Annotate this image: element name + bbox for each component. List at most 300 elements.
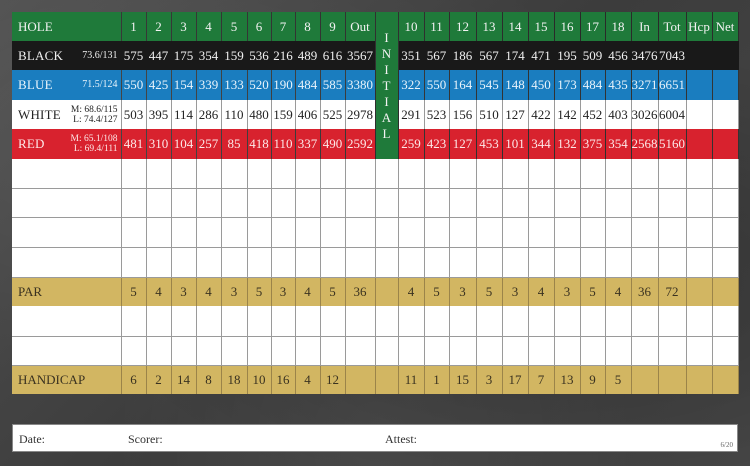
score-cell[interactable] — [449, 306, 476, 336]
score-cell[interactable] — [121, 336, 146, 365]
par-cell: 5 — [247, 277, 271, 306]
yardage-cell: 132 — [554, 129, 580, 159]
par-cell: 4 — [605, 277, 631, 306]
hcp-cell[interactable] — [686, 100, 712, 129]
yardage-cell: 291 — [398, 100, 424, 129]
score-cell[interactable] — [271, 336, 295, 365]
yardage-cell: 406 — [295, 100, 320, 129]
score-cell[interactable] — [424, 336, 449, 365]
yardage-cell: 403 — [605, 100, 631, 129]
score-cell[interactable] — [146, 306, 171, 336]
score-cell[interactable] — [502, 188, 528, 217]
score-cell[interactable] — [247, 247, 271, 277]
par-row — [12, 277, 738, 306]
attest-field-label[interactable]: Attest: — [385, 432, 417, 446]
handicap-cell: 4 — [295, 365, 320, 394]
initial-cell[interactable] — [375, 217, 398, 247]
score-cell[interactable] — [554, 188, 580, 217]
score-cell[interactable] — [295, 159, 320, 188]
score-cell[interactable] — [605, 217, 631, 247]
total-yardage: 6651 — [658, 70, 686, 100]
tee-name: WHITE — [18, 106, 61, 122]
player-name-cell[interactable] — [12, 336, 121, 365]
initial-cell[interactable] — [375, 188, 398, 217]
score-cell[interactable] — [554, 159, 580, 188]
initial-cell[interactable] — [375, 306, 398, 336]
handicap-cell: 10 — [247, 365, 271, 394]
in-score-cell[interactable] — [631, 159, 658, 188]
score-cell[interactable] — [424, 188, 449, 217]
score-cell[interactable] — [247, 188, 271, 217]
score-cell[interactable] — [196, 306, 221, 336]
score-cell[interactable] — [476, 247, 502, 277]
yardage-cell: 520 — [247, 70, 271, 100]
yardage-cell: 259 — [398, 129, 424, 159]
tee-name: BLACK — [18, 47, 64, 63]
hole-number-header: 7 — [271, 12, 295, 41]
tee-rating-slope — [82, 51, 117, 61]
net-cell[interactable] — [712, 159, 738, 188]
yardage-cell: 216 — [271, 41, 295, 70]
score-cell[interactable] — [121, 247, 146, 277]
score-cell[interactable] — [121, 217, 146, 247]
net-cell[interactable] — [712, 247, 738, 277]
score-cell[interactable] — [146, 159, 171, 188]
yardage-cell: 525 — [320, 100, 345, 129]
rating-line: L: 74.4/127 — [73, 114, 118, 125]
score-cell[interactable] — [580, 188, 605, 217]
tee-rating-slope — [82, 80, 117, 90]
hole-number-header: 2 — [146, 12, 171, 41]
yardage-cell: 567 — [424, 41, 449, 70]
hole-number-header: 18 — [605, 12, 631, 41]
score-cell[interactable] — [554, 217, 580, 247]
score-cell[interactable] — [398, 159, 424, 188]
score-cell[interactable] — [146, 188, 171, 217]
score-cell[interactable] — [449, 188, 476, 217]
score-cell[interactable] — [196, 336, 221, 365]
tee-label — [12, 70, 121, 100]
score-cell[interactable] — [196, 188, 221, 217]
player-name-cell[interactable] — [12, 217, 121, 247]
yardage-cell: 101 — [502, 129, 528, 159]
in-yardage: 3026 — [631, 100, 658, 129]
score-cell[interactable] — [502, 306, 528, 336]
par-cell: 4 — [146, 277, 171, 306]
initial-letter: I — [384, 61, 389, 77]
score-cell[interactable] — [605, 336, 631, 365]
hole-number-header: 16 — [554, 12, 580, 41]
score-cell[interactable] — [449, 247, 476, 277]
score-cell[interactable] — [502, 247, 528, 277]
score-cell[interactable] — [449, 336, 476, 365]
handicap-cell: 8 — [196, 365, 221, 394]
in-yardage: 2568 — [631, 129, 658, 159]
par-in: 36 — [631, 277, 658, 306]
in-score-cell[interactable] — [631, 247, 658, 277]
yardage-cell: 174 — [502, 41, 528, 70]
score-cell[interactable] — [295, 306, 320, 336]
tot-score-cell[interactable] — [658, 159, 686, 188]
yardage-cell: 447 — [146, 41, 171, 70]
par-cell: 3 — [171, 277, 196, 306]
tee-name: RED — [18, 136, 45, 151]
score-cell[interactable] — [221, 247, 247, 277]
handicap-cell: 2 — [146, 365, 171, 394]
out-header: Out — [345, 12, 375, 41]
score-cell[interactable] — [476, 188, 502, 217]
out-score-cell[interactable] — [345, 159, 375, 188]
score-cell[interactable] — [271, 217, 295, 247]
handicap-cell: 3 — [476, 365, 502, 394]
score-cell[interactable] — [476, 306, 502, 336]
yardage-cell: 257 — [196, 129, 221, 159]
hcp-cell[interactable] — [686, 129, 712, 159]
tot-score-cell[interactable] — [658, 188, 686, 217]
yardage-cell: 354 — [196, 41, 221, 70]
handicap-cell: 11 — [398, 365, 424, 394]
net-cell — [712, 277, 738, 306]
score-cell[interactable] — [196, 247, 221, 277]
yardage-cell: 310 — [146, 129, 171, 159]
yardage-cell: 339 — [196, 70, 221, 100]
tot-score-cell[interactable] — [658, 306, 686, 336]
handicap-cell: 5 — [605, 365, 631, 394]
out-yardage: 3567 — [345, 41, 375, 70]
player-name-cell[interactable] — [12, 306, 121, 336]
net-cell[interactable] — [712, 306, 738, 336]
out-score-cell[interactable] — [345, 336, 375, 365]
score-cell[interactable] — [146, 217, 171, 247]
score-cell[interactable] — [247, 217, 271, 247]
tee-label — [12, 41, 121, 70]
yardage-cell: 616 — [320, 41, 345, 70]
hcp-cell[interactable] — [686, 306, 712, 336]
hole-number-header: 10 — [398, 12, 424, 41]
yardage-cell: 490 — [320, 129, 345, 159]
score-cell[interactable] — [605, 247, 631, 277]
yardage-cell: 190 — [271, 70, 295, 100]
yardage-cell: 354 — [605, 129, 631, 159]
signature-bar — [12, 424, 738, 452]
yardage-cell: 85 — [221, 129, 247, 159]
total-yardage: 5160 — [658, 129, 686, 159]
hcp-cell — [686, 277, 712, 306]
par-cell: 3 — [271, 277, 295, 306]
score-cell[interactable] — [580, 336, 605, 365]
par-cell: 3 — [502, 277, 528, 306]
score-cell[interactable] — [605, 188, 631, 217]
hcp-cell[interactable] — [686, 217, 712, 247]
par-cell: 5 — [476, 277, 502, 306]
out-yardage: 2978 — [345, 100, 375, 129]
yardage-cell: 344 — [528, 129, 554, 159]
score-cell[interactable] — [449, 217, 476, 247]
par-cell: 4 — [528, 277, 554, 306]
tot-score-cell[interactable] — [658, 336, 686, 365]
score-cell[interactable] — [528, 217, 554, 247]
tee-label — [12, 129, 121, 159]
par-label: PAR — [12, 277, 121, 306]
score-cell[interactable] — [502, 159, 528, 188]
hole-number-header: 11 — [424, 12, 449, 41]
yardage-cell: 186 — [449, 41, 476, 70]
player-name-cell[interactable] — [12, 188, 121, 217]
score-cell[interactable] — [424, 159, 449, 188]
score-cell[interactable] — [271, 188, 295, 217]
hole-number-header: 14 — [502, 12, 528, 41]
rating-line: L: 69.4/111 — [73, 144, 118, 154]
par-cell: 5 — [320, 277, 345, 306]
par-cell: 3 — [221, 277, 247, 306]
initial-letter: N — [381, 45, 392, 61]
score-cell[interactable] — [398, 217, 424, 247]
hole-number-header: 17 — [580, 12, 605, 41]
yardage-cell: 550 — [121, 70, 146, 100]
score-cell[interactable] — [398, 306, 424, 336]
score-cell[interactable] — [271, 159, 295, 188]
handicap-cell: 9 — [580, 365, 605, 394]
score-cell[interactable] — [398, 336, 424, 365]
net-cell[interactable] — [712, 70, 738, 100]
handicap-cell: 7 — [528, 365, 554, 394]
hcp-cell[interactable] — [686, 247, 712, 277]
date-field-label[interactable]: Date: — [19, 432, 45, 446]
hcp-cell[interactable] — [686, 336, 712, 365]
hcp-cell[interactable] — [686, 159, 712, 188]
handicap-tot — [658, 365, 686, 394]
score-cell[interactable] — [271, 247, 295, 277]
yardage-cell: 114 — [171, 100, 196, 129]
score-cell[interactable] — [554, 247, 580, 277]
score-cell[interactable] — [171, 247, 196, 277]
in-score-cell[interactable] — [631, 188, 658, 217]
player-score-row — [12, 336, 738, 365]
score-cell[interactable] — [476, 336, 502, 365]
score-cell[interactable] — [424, 247, 449, 277]
handicap-in — [631, 365, 658, 394]
rating-line: 73.6/131 — [82, 49, 118, 61]
score-cell[interactable] — [171, 217, 196, 247]
yardage-cell: 148 — [502, 70, 528, 100]
yardage-cell: 452 — [580, 100, 605, 129]
score-cell[interactable] — [221, 336, 247, 365]
yardage-cell: 395 — [146, 100, 171, 129]
initial-letter: L — [382, 125, 391, 141]
yardage-cell: 567 — [476, 41, 502, 70]
yardage-cell: 175 — [171, 41, 196, 70]
yardage-cell: 375 — [580, 129, 605, 159]
score-cell[interactable] — [502, 336, 528, 365]
yardage-cell: 585 — [320, 70, 345, 100]
player-name-cell[interactable] — [12, 247, 121, 277]
tee-rating-slope — [71, 134, 118, 154]
score-cell[interactable] — [295, 188, 320, 217]
rating-line: M: 68.6/115 — [70, 104, 118, 115]
score-cell[interactable] — [476, 217, 502, 247]
in-score-cell[interactable] — [631, 217, 658, 247]
score-cell[interactable] — [580, 306, 605, 336]
score-cell[interactable] — [605, 306, 631, 336]
yardage-cell: 286 — [196, 100, 221, 129]
net-cell[interactable] — [712, 336, 738, 365]
score-cell[interactable] — [528, 247, 554, 277]
score-cell[interactable] — [424, 306, 449, 336]
initial-letter: I — [384, 29, 389, 45]
yardage-cell: 456 — [605, 41, 631, 70]
net-cell — [712, 365, 738, 394]
net-cell[interactable] — [712, 188, 738, 217]
out-yardage: 2592 — [345, 129, 375, 159]
score-cell[interactable] — [247, 336, 271, 365]
score-cell[interactable] — [295, 336, 320, 365]
score-cell[interactable] — [502, 217, 528, 247]
hcp-cell[interactable] — [686, 188, 712, 217]
score-cell[interactable] — [580, 217, 605, 247]
score-cell[interactable] — [271, 306, 295, 336]
handicap-cell: 18 — [221, 365, 247, 394]
yardage-cell: 453 — [476, 129, 502, 159]
yardage-cell: 481 — [121, 129, 146, 159]
hole-number-header: 5 — [221, 12, 247, 41]
score-cell[interactable] — [121, 306, 146, 336]
in-score-cell[interactable] — [631, 336, 658, 365]
score-cell[interactable] — [554, 336, 580, 365]
par-cell: 4 — [196, 277, 221, 306]
score-cell[interactable] — [221, 306, 247, 336]
score-cell[interactable] — [171, 188, 196, 217]
out-score-cell[interactable] — [345, 247, 375, 277]
yardage-cell: 154 — [171, 70, 196, 100]
score-cell[interactable] — [295, 247, 320, 277]
par-cell: 4 — [398, 277, 424, 306]
score-cell[interactable] — [196, 159, 221, 188]
yardage-cell: 133 — [221, 70, 247, 100]
header-row — [12, 12, 738, 41]
score-cell[interactable] — [320, 159, 345, 188]
yardage-cell: 164 — [449, 70, 476, 100]
out-score-cell[interactable] — [345, 217, 375, 247]
total-yardage: 7043 — [658, 41, 686, 70]
initial-cell[interactable] — [375, 336, 398, 365]
score-cell[interactable] — [580, 159, 605, 188]
net-cell[interactable] — [712, 217, 738, 247]
initial-letter: A — [381, 109, 392, 125]
handicap-label: HANDICAP — [12, 365, 121, 394]
score-cell[interactable] — [449, 159, 476, 188]
yardage-cell: 127 — [502, 100, 528, 129]
score-cell[interactable] — [320, 247, 345, 277]
score-cell[interactable] — [295, 217, 320, 247]
scorecard-table — [12, 12, 739, 394]
score-cell[interactable] — [121, 159, 146, 188]
net-cell[interactable] — [712, 100, 738, 129]
yardage-cell: 142 — [554, 100, 580, 129]
yardage-cell: 423 — [424, 129, 449, 159]
score-cell[interactable] — [247, 159, 271, 188]
score-cell[interactable] — [528, 306, 554, 336]
yardage-cell: 510 — [476, 100, 502, 129]
initial-vertical-label — [376, 30, 398, 142]
initial-cell[interactable] — [375, 159, 398, 188]
initial-column — [375, 12, 398, 159]
score-cell[interactable] — [528, 336, 554, 365]
score-cell[interactable] — [320, 188, 345, 217]
net-cell[interactable] — [712, 129, 738, 159]
hole-number-header: 6 — [247, 12, 271, 41]
score-cell[interactable] — [580, 247, 605, 277]
score-cell[interactable] — [424, 217, 449, 247]
tot-score-cell[interactable] — [658, 217, 686, 247]
score-cell[interactable] — [320, 217, 345, 247]
yardage-cell: 489 — [295, 41, 320, 70]
par-cell: 4 — [295, 277, 320, 306]
score-cell[interactable] — [221, 217, 247, 247]
tot-score-cell[interactable] — [658, 247, 686, 277]
yardage-cell: 509 — [580, 41, 605, 70]
score-cell[interactable] — [320, 306, 345, 336]
score-cell[interactable] — [146, 336, 171, 365]
net-cell[interactable] — [712, 41, 738, 70]
score-cell[interactable] — [554, 306, 580, 336]
in-yardage: 3476 — [631, 41, 658, 70]
score-cell[interactable] — [398, 188, 424, 217]
player-score-row — [12, 217, 738, 247]
initial-cell — [375, 365, 398, 394]
yardage-cell: 536 — [247, 41, 271, 70]
scorer-field-label[interactable]: Scorer: — [128, 432, 163, 446]
score-cell[interactable] — [171, 336, 196, 365]
initial-cell — [375, 277, 398, 306]
score-cell[interactable] — [221, 159, 247, 188]
hcp-cell[interactable] — [686, 41, 712, 70]
yardage-cell: 484 — [295, 70, 320, 100]
hole-header-label: HOLE — [12, 12, 121, 41]
player-score-row — [12, 188, 738, 217]
player-score-row — [12, 306, 738, 336]
initial-cell[interactable] — [375, 247, 398, 277]
score-cell[interactable] — [171, 159, 196, 188]
out-score-cell[interactable] — [345, 306, 375, 336]
score-cell[interactable] — [528, 159, 554, 188]
score-cell[interactable] — [196, 217, 221, 247]
score-cell[interactable] — [247, 306, 271, 336]
yardage-cell: 450 — [528, 70, 554, 100]
out-score-cell[interactable] — [345, 188, 375, 217]
hole-number-header: 1 — [121, 12, 146, 41]
yardage-cell: 110 — [271, 129, 295, 159]
yardage-cell: 550 — [424, 70, 449, 100]
score-cell[interactable] — [398, 247, 424, 277]
player-name-cell[interactable] — [12, 159, 121, 188]
score-cell[interactable] — [605, 159, 631, 188]
tot-header: Tot — [658, 12, 686, 41]
player-score-row — [12, 159, 738, 188]
out-yardage: 3380 — [345, 70, 375, 100]
hcp-cell[interactable] — [686, 70, 712, 100]
in-yardage: 3271 — [631, 70, 658, 100]
score-cell[interactable] — [171, 306, 196, 336]
score-cell[interactable] — [476, 159, 502, 188]
score-cell[interactable] — [528, 188, 554, 217]
handicap-cell: 6 — [121, 365, 146, 394]
in-score-cell[interactable] — [631, 306, 658, 336]
score-cell[interactable] — [221, 188, 247, 217]
score-cell[interactable] — [146, 247, 171, 277]
page-number: 6/20 — [720, 441, 733, 449]
score-cell[interactable] — [320, 336, 345, 365]
score-cell[interactable] — [121, 188, 146, 217]
